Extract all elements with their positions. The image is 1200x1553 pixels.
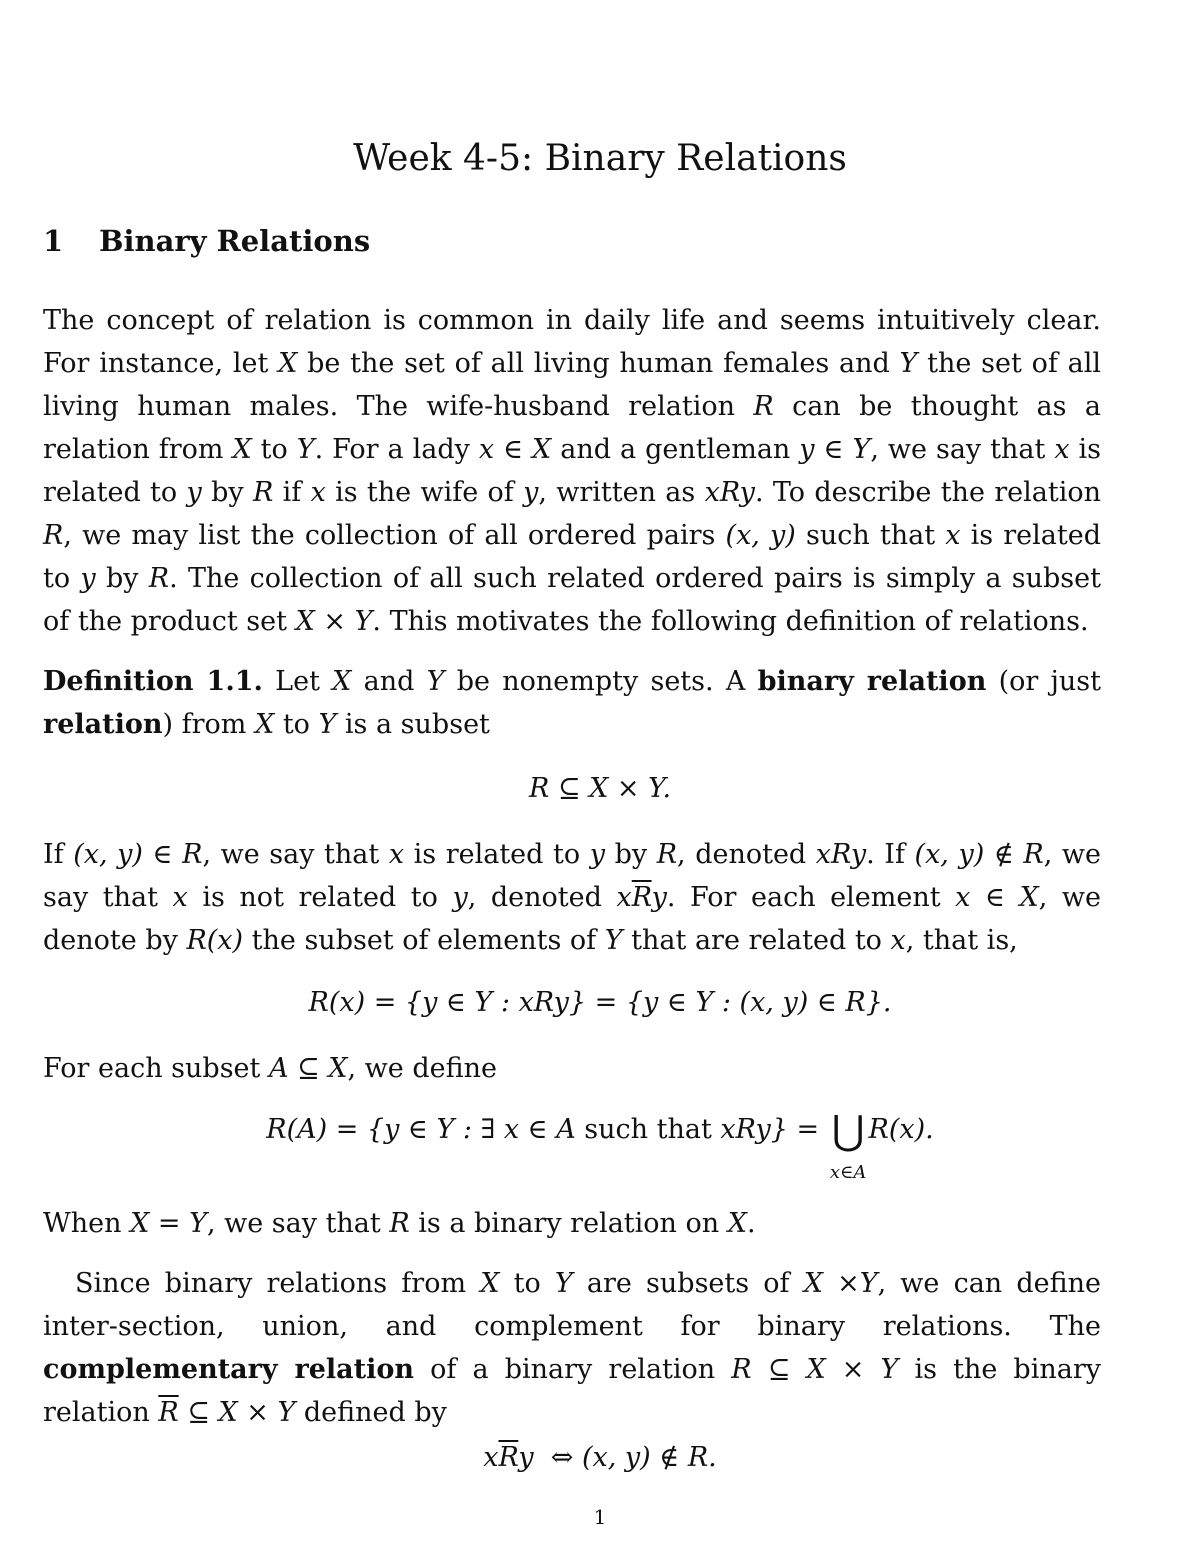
complement-paragraph: Since binary relations from X to Y are subsets of X ×Y, we can define inter-section, union, and complement for binary relations. The complementary relation of a binary relation R ⊆ X × Y is the binary relation $\overline{R}$ ⊆ X × Y defined by [43,1268,1101,1428]
relation-on-set-paragraph: When X = Y, we say that R is a binary relation on X. [43,1208,756,1239]
equation-image-of-element: R(x) = {y ∈ Y : xRy} = {y ∈ Y : (x, y) ∈ R}. [308,987,892,1018]
relation-notation-paragraph: If (x, y) ∈ R, we say that x is related to y by R, denoted xRy. If (x, y) ∉ R, we say that x is not related to y, denoted $x\overline{R}y$. For each element x ∈ X, we denote by R(x) the subset of elements of Y that are related to x, that is, [43,839,1101,956]
equation-complement: $x\overline{R}y$ ⇔ (x, y) ∉ R. [483,1442,717,1473]
section-number: 1 [43,224,64,258]
equation-image-of-subset: R(A) = {y ∈ Y : ∃ x ∈ A such that xRy} = ⋃ x∈A R(x). [266,1108,934,1183]
page-title: Week 4-5: Binary Relations [353,138,847,179]
definition-paragraph: Definition 1.1. Let X and Y be nonempty sets. A binary relation (or just relation) from X to Y is a subset [43,666,1101,740]
definition-label: Definition 1.1. [43,666,263,697]
intro-paragraph: The concept of relation is common in daily life and seems intuitively clear. For instance, let X be the set of all living human females and Y the set of all living human males. The wife-husband relation R can be thought as a relation from X to Y. For a lady x ∈ X and a gentleman y ∈ Y, we say that x is related to y by R if x is the wife of y, written as xRy. To describe the relation R, we may list the collection of all ordered pairs (x, y) such that x is related to y by R. The collection of all such related ordered pairs is simply a subset of the product set X × Y. This motivates the following definition of relations. [43,305,1102,637]
section-title: Binary Relations [99,224,371,258]
equation-relation-subset: R ⊆ X × Y. [528,773,672,804]
page-number: 1 [593,1505,607,1529]
subset-paragraph: For each subset A ⊆ X, we define [43,1053,497,1084]
big-union-symbol: ⋃ x∈A [829,1108,867,1183]
section-heading [43,224,370,258]
